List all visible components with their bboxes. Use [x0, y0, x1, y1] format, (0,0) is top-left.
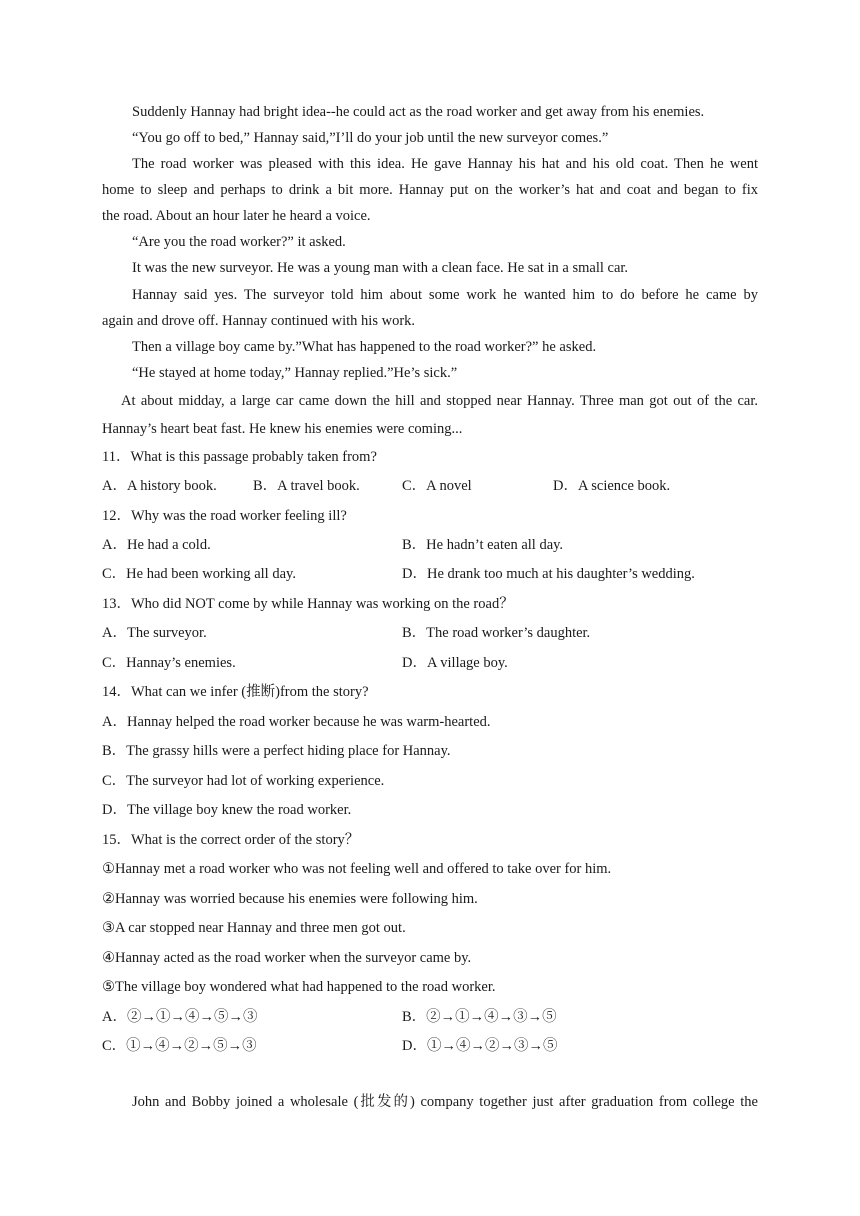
answer-option[interactable]: A．Hannay helped the road worker because he was warm-hearted. — [102, 714, 491, 730]
passage-line: “You go off to bed,” Hannay said,”I’ll do your job until the new surveyor comes.” — [132, 130, 609, 146]
answer-option[interactable]: D．A science book. — [553, 478, 671, 494]
passage-line: It was the new surveyor. He was a young man with a clean face. He sat in a small car. — [132, 260, 629, 276]
answer-option[interactable]: D．A village boy. — [402, 655, 508, 671]
next-passage-first-line: John and Bobby joined a wholesale (批发的) company together just after graduation from college the — [132, 1094, 758, 1110]
answer-option[interactable]: A．He had a cold. — [102, 537, 211, 553]
passage-line: Hannay said yes. The surveyor told him about some work he wanted him to do before he came by — [132, 287, 758, 303]
answer-option[interactable]: B．A travel book. — [253, 478, 360, 494]
question-stem: 11．What is this passage probably taken from? — [102, 449, 377, 465]
question-stem: 15．What is the correct order of the story？ — [102, 832, 360, 848]
answer-option[interactable]: D．①→④→②→③→⑤ — [402, 1038, 558, 1054]
answer-option[interactable]: C．①→④→②→⑤→③ — [102, 1038, 257, 1054]
passage-line: the road. About an hour later he heard a voice. — [102, 208, 371, 224]
answer-option[interactable]: A．The surveyor. — [102, 625, 207, 641]
question-stem: 13．Who did NOT come by while Hannay was working on the road？ — [102, 596, 514, 612]
passage-line: The road worker was pleased with this idea. He gave Hannay his hat and his old coat. Then he went — [132, 156, 758, 172]
story-event: ④Hannay acted as the road worker when the surveyor came by. — [102, 950, 472, 966]
answer-option[interactable]: C．A novel — [402, 478, 472, 494]
answer-option[interactable]: A．A history book. — [102, 478, 217, 494]
answer-option[interactable]: B．He hadn’t eaten all day. — [402, 537, 564, 553]
answer-option[interactable]: C．Hannay’s enemies. — [102, 655, 236, 671]
answer-option[interactable]: C．He had been working all day. — [102, 566, 296, 582]
answer-option[interactable]: B．The road worker’s daughter. — [402, 625, 591, 641]
passage-line: At about midday, a large car came down the hill and stopped near Hannay. Three man got out of the car. — [121, 393, 758, 409]
answer-option[interactable]: B．The grassy hills were a perfect hiding place for Hannay. — [102, 743, 451, 759]
story-event: ⑤The village boy wondered what had happened to the road worker. — [102, 979, 496, 995]
passage-line: Then a village boy came by.”What has happened to the road worker?” he asked. — [132, 339, 597, 355]
answer-option[interactable]: B．②→①→④→③→⑤ — [402, 1009, 557, 1025]
answer-option[interactable]: A．②→①→④→⑤→③ — [102, 1009, 258, 1025]
passage-line: Hannay’s heart beat fast. He knew his enemies were coming... — [102, 421, 463, 437]
answer-option[interactable]: C．The surveyor had lot of working experience. — [102, 773, 385, 789]
passage-line: “He stayed at home today,” Hannay replied.”He’s sick.” — [132, 365, 458, 381]
passage-line: “Are you the road worker?” it asked. — [132, 234, 346, 250]
passage-line: home to sleep and perhaps to drink a bit more. Hannay put on the worker’s hat and coat and began to fix — [102, 182, 758, 198]
question-stem: 14．What can we infer (推断)from the story? — [102, 684, 369, 700]
answer-option[interactable]: D．The village boy knew the road worker. — [102, 802, 352, 818]
story-event: ①Hannay met a road worker who was not feeling well and offered to take over for him. — [102, 861, 612, 877]
story-event: ②Hannay was worried because his enemies were following him. — [102, 891, 478, 907]
answer-option[interactable]: D．He drank too much at his daughter’s wedding. — [402, 566, 695, 582]
passage-line: Suddenly Hannay had bright idea--he could act as the road worker and get away from his enemies. — [132, 104, 705, 120]
passage-line: again and drove off. Hannay continued with his work. — [102, 313, 416, 329]
story-event: ③A car stopped near Hannay and three men got out. — [102, 920, 406, 936]
question-stem: 12．Why was the road worker feeling ill? — [102, 508, 347, 524]
